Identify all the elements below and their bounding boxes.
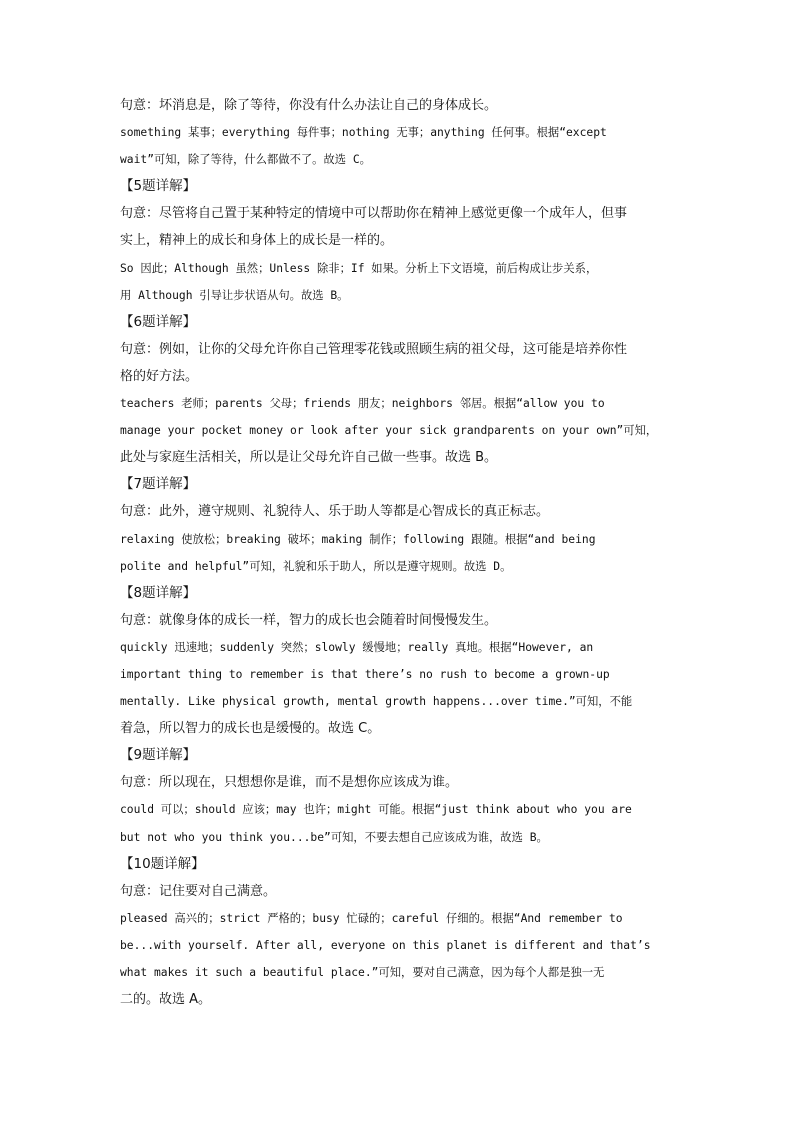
text-line: 二的。故选 A。 <box>120 992 212 1008</box>
text-line: important thing to remember is that there’s no rush to become a grown-up <box>120 667 610 681</box>
text-line: something 某事；everything 每件事；nothing 无事；anything 任何事。根据“except <box>120 126 607 140</box>
text-line: manage your pocket money or look after your sick grandparents on your own”可知， <box>120 424 658 438</box>
text-line: So 因此；Although 虽然；Unless 除非；If 如果。分析上下文语境，前后构成让步关系， <box>120 261 598 275</box>
text-line: 句意：记住要对自己满意。 <box>120 883 277 899</box>
text-line: 句意：就像身体的成长一样，智力的成长也会随着时间慢慢发生。 <box>120 612 498 628</box>
text-line: mentally. Like physical growth, mental growth happens...over time.”可知，不能 <box>120 695 633 709</box>
question-heading: 【8题详解】 <box>120 584 197 601</box>
text-line: 用 Although 引导让步状语从句。故选 B。 <box>120 288 349 302</box>
answer-explanations <box>120 92 680 1013</box>
text-line: wait”可知，除了等待，什么都做不了。故选 C。 <box>120 153 371 167</box>
text-line: quickly 迅速地；suddenly 突然；slowly 缓慢地；really 真地。根据“However, an <box>120 640 594 654</box>
text-line: 此处与家庭生活相关，所以是让父母允许自己做一些事。故选 B。 <box>120 450 498 466</box>
text-line: teachers 老师；parents 父母；friends 朋友；neighbors 邻居。根据“allow you to <box>120 397 605 411</box>
text-line: 句意：所以现在，只想想你是谁，而不是想你应该成为谁。 <box>120 775 459 791</box>
question-heading: 【7题详解】 <box>120 476 197 493</box>
question-heading: 【10题详解】 <box>120 855 205 872</box>
text-line: be...with yourself. After all, everyone on this planet is different and that’s <box>120 938 651 952</box>
text-line: 句意：尽管将自己置于某种特定的情境中可以帮助你在精神上感觉更像一个成年人，但事 <box>120 206 628 222</box>
question-heading: 【9题详解】 <box>120 747 197 764</box>
text-line: 实上，精神上的成长和身体上的成长是一样的。 <box>120 233 394 249</box>
text-line: relaxing 使放松；breaking 破坏；making 制作；following 跟随。根据“and being <box>120 532 596 546</box>
text-line: what makes it such a beautiful place.”可知，要对自己满意，因为每个人都是独一无 <box>120 966 605 979</box>
text-line: polite and helpful”可知，礼貌和乐于助人，所以是遵守规则。故选 D。 <box>120 559 512 573</box>
text-line: 着急，所以智力的成长也是缓慢的。故选 C。 <box>120 721 381 737</box>
text-line: but not who you think you...be”可知，不要去想自己应该成为谁，故选 B。 <box>120 830 548 844</box>
text-line: 句意：坏消息是，除了等待，你没有什么办法让自己的身体成长。 <box>120 98 498 113</box>
question-heading: 【6题详解】 <box>120 313 197 330</box>
text-line: pleased 高兴的；strict 严格的；busy 忙碌的；careful 仔细的。根据“And remember to <box>120 911 623 925</box>
text-line: could 可以；should 应该；may 也许；might 可能。根据“just think about who you are <box>120 803 632 817</box>
text-line: 句意：例如，让你的父母允许你自己管理零花钱或照顾生病的祖父母，这可能是培养你性 <box>120 341 628 357</box>
question-heading: 【5题详解】 <box>120 178 197 195</box>
text-line: 句意：此外，遵守规则、礼貌待人、乐于助人等都是心智成长的真正标志。 <box>120 504 550 520</box>
text-line: 格的好方法。 <box>120 368 199 384</box>
